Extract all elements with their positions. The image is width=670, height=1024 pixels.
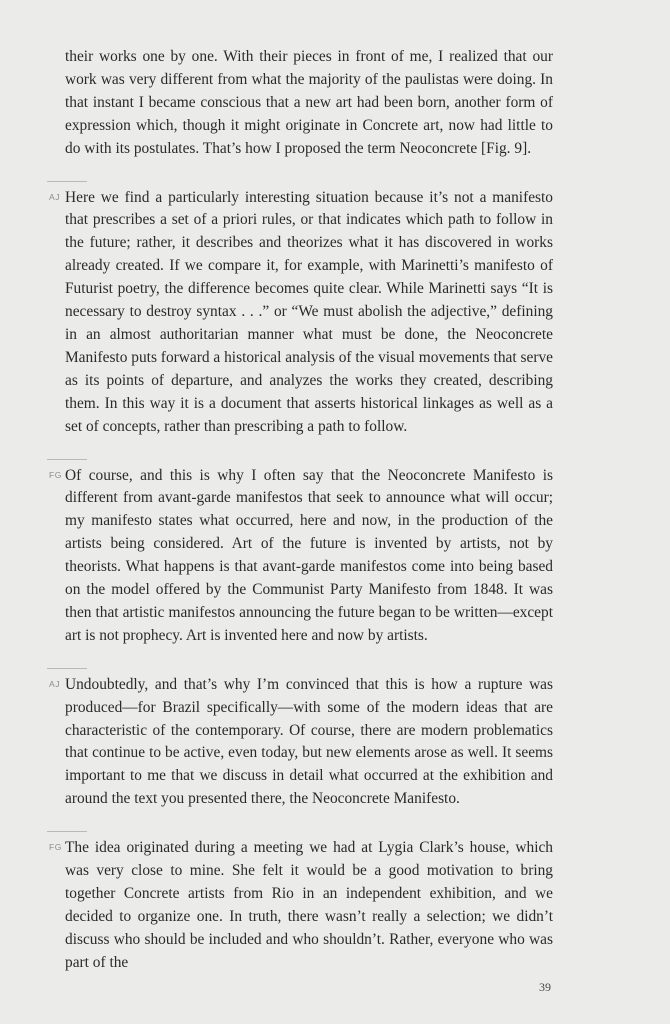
dialogue-text: Of course, and this is why I often say that the Neoconcrete Manifesto is different from avant-garde manifestos that seek to announce what will occur; my manifesto states what occurred, here and now, in the production of the artists being considered. Art of the future is invented by artists, not by theorists. What happens is that avant-garde manifestos come into being based on the model offered by the Communist Party Manifesto from 1848. It was then that artistic manifestos announcing the future began to be written—except art is not prophecy. Art is invented here and now by artists. — [65, 466, 553, 644]
dialogue-text: The idea originated during a meeting we had at Lygia Clark’s house, which was very close to mine. She felt it would be a good motivation to bring together Concrete artists from Rio in an independent exhibition, and we decided to organize one. In truth, there wasn’t really a selection; we didn’t discuss who should be included and who shouldn’t. Rather, everyone who was part of the — [65, 839, 553, 971]
entry-rule — [47, 831, 87, 832]
speaker-initials: FG — [49, 842, 63, 853]
speaker-initials: AJ — [49, 191, 61, 202]
speaker-initials: AJ — [49, 678, 61, 689]
page-number: 39 — [539, 980, 551, 994]
dialogue-text: Undoubtedly, and that’s why I’m convinced that this is how a rupture was produced—for Brazil specifically—with some of the modern ideas that are characteristic of the contemporary. Of course, there are modern problematics that continue to be active, even today, but new elements arose as well. It seems important to me that we discuss in detail what occurred at the exhibition and around the text you presented there, the Neoconcrete Manifesto. — [65, 675, 553, 808]
text-column — [49, 46, 553, 975]
entry-rule — [47, 668, 87, 669]
dialogue-entry — [49, 187, 553, 439]
dialogue-entry — [49, 837, 553, 974]
entry-rule — [47, 459, 87, 460]
dialogue-entry — [49, 674, 553, 811]
dialogue-text: Here we find a particularly interesting situation because it’s not a manifesto that prescribes a set of a priori rules, or that indicates which path to follow in the future; rather, it describes and theorizes what it has discovered in works already created. If we compare it, for example, with Marinetti’s manifesto of Futurist poetry, the difference becomes quite clear. While Marinetti says “It is necessary to destroy syntax . . .” or “We must abolish the adjective,” defining in an almost authoritarian manner what must be done, the Neoconcrete Manifesto puts forward a historical analysis of the visual movements that serve as its points of departure, and analyzes the works they created, describing them. In this way it is a document that asserts historical linkages as well as a set of concepts, rather than prescribing a path to follow. — [65, 188, 553, 435]
continued-paragraph: their works one by one. With their pieces in front of me, I realized that our work was very different from what the majority of the paulistas were doing. In that instant I became conscious that a new art had been born, another form of expression which, though it might originate in Concrete art, now had little to do with its postulates. That’s how I proposed the term Neoconcrete [Fig. 9]. — [65, 48, 553, 157]
dialogue-entry — [49, 465, 553, 648]
entry-rule — [47, 181, 87, 182]
speaker-initials: FG — [49, 469, 63, 480]
